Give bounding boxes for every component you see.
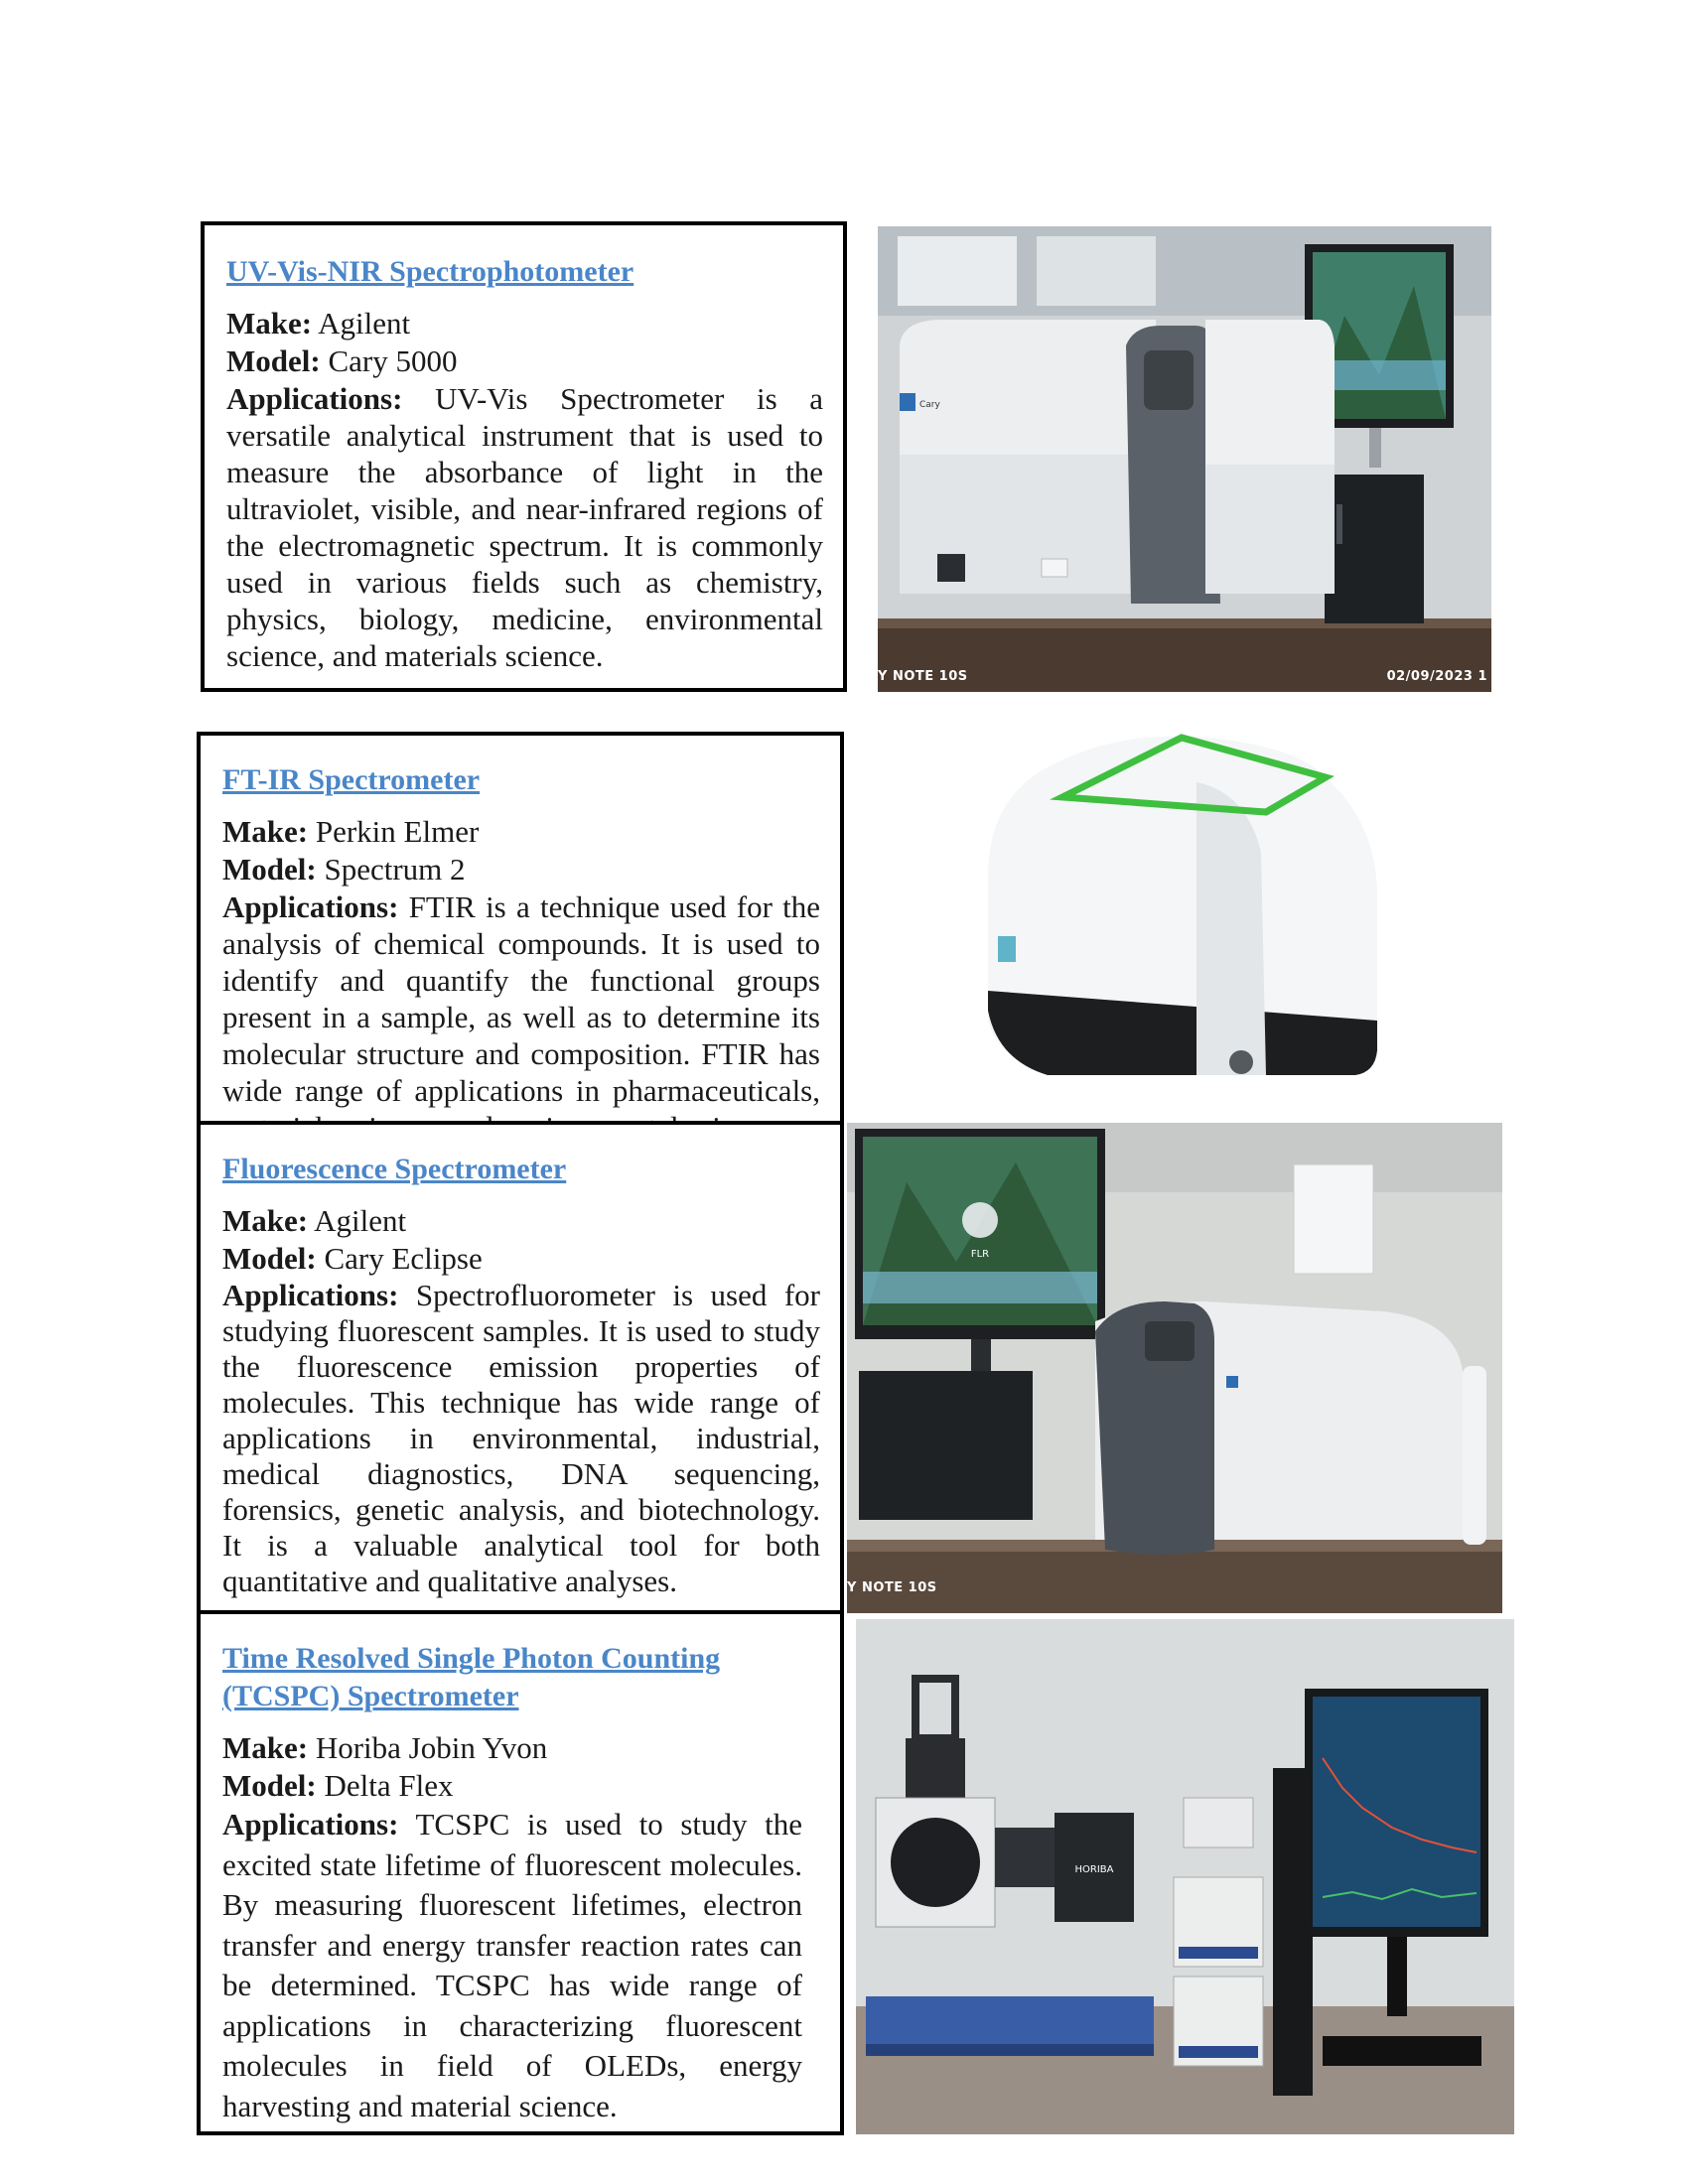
- instrument-title: Fluorescence Spectrometer: [222, 1153, 567, 1185]
- make-label: Make:: [222, 814, 309, 849]
- photo-stamp-right: 02/09/2023 1: [1386, 669, 1487, 684]
- model-label: Model:: [222, 852, 317, 887]
- applications-text: FTIR is a technique used for the analysis of chemical compounds. It is used to identify and quantify the functional groups present in a sample, as well as to determine its molecular structure and composition. FTIR has wide range of applications in pharmaceuticals,: [222, 889, 820, 1108]
- applications-label: Applications:: [222, 889, 399, 924]
- make-label: Make:: [222, 1203, 309, 1238]
- applications-label: Applications:: [226, 381, 403, 416]
- make-value: Perkin Elmer: [315, 814, 480, 849]
- applications-paragraph: [222, 1278, 820, 1599]
- model-row: [222, 1767, 802, 1805]
- applications-paragraph: [226, 380, 823, 674]
- model-label: Model:: [222, 1241, 317, 1276]
- model-value: Delta Flex: [324, 1768, 454, 1803]
- tcspc-illustration: [856, 1619, 1514, 2134]
- make-row: [222, 813, 820, 851]
- applications-paragraph: [222, 1805, 802, 2126]
- model-value: Spectrum 2: [324, 852, 466, 887]
- model-value: Cary Eclipse: [324, 1241, 483, 1276]
- fluorescence-photo: [847, 1123, 1502, 1613]
- instrument-card-tcspc: [197, 1610, 844, 2135]
- monitor-user-label: FLR: [970, 1249, 990, 1260]
- instrument-title: Time Resolved Single Photon Counting (TCSPC) Spectrometer: [222, 1642, 721, 1712]
- applications-paragraph: [222, 888, 820, 1146]
- applications-text: UV-Vis Spectrometer is a versatile analytical instrument that is used to measure the absorbance of light in the ultraviolet, visible, and near-infrared regions of the electromagnetic spectrum. It is commonly used in various fields such as chemistry, physics, biology, medicine, environmental science, and materials science.: [226, 381, 824, 673]
- model-row: [226, 342, 823, 380]
- make-row: [226, 305, 823, 342]
- make-value: Horiba Jobin Yvon: [315, 1730, 548, 1765]
- ft-ir-illustration: [968, 723, 1395, 1110]
- model-row: [222, 1240, 820, 1278]
- instrument-card-uv-vis-nir: [201, 221, 847, 692]
- model-label: Model:: [222, 1768, 317, 1803]
- fluorescence-illustration: [847, 1123, 1502, 1613]
- applications-text: Spectrofluorometer is used for studying fluorescent samples. It is used to study the fluorescence emission properties of molecules. This technique has wide range of applications in environmental, industrial, medical diagnostics, DNA sequencing, forensics, genetic analysis, and biotechnology. It is a valuable analytical tool for both quantitative and qualitative analyses.: [222, 1278, 821, 1598]
- uv-vis-nir-illustration: [878, 226, 1491, 692]
- model-value: Cary 5000: [328, 343, 458, 378]
- photo-stamp-left: Y NOTE 10S: [847, 1580, 937, 1595]
- instrument-card-fluorescence: [197, 1121, 844, 1615]
- make-value: Agilent: [314, 1203, 407, 1238]
- instrument-title: UV-Vis-NIR Spectrophotometer: [226, 255, 634, 288]
- instrument-title: FT-IR Spectrometer: [222, 763, 481, 796]
- make-value: Agilent: [318, 306, 411, 341]
- device-label: Cary: [919, 400, 940, 410]
- uv-vis-nir-photo: [878, 226, 1491, 692]
- model-label: Model:: [226, 343, 321, 378]
- make-row: [222, 1729, 802, 1767]
- applications-text: TCSPC is used to study the excited state lifetime of fluorescent molecules. By measuring fluorescent lifetimes, electron transfer and energy transfer reaction rates can be determined. TCSPC has wide range of applications in characterizing fluorescent molecules in field of OLEDs, energy harvesting and material science.: [222, 1807, 802, 2123]
- model-row: [222, 851, 820, 888]
- applications-label: Applications:: [222, 1278, 399, 1312]
- make-label: Make:: [226, 306, 313, 341]
- ft-ir-photo: [968, 723, 1395, 1110]
- tcspc-photo: [856, 1619, 1514, 2134]
- applications-label: Applications:: [222, 1807, 399, 1842]
- brand-label: HORIBA: [1074, 1864, 1114, 1875]
- make-row: [222, 1202, 820, 1240]
- photo-stamp-left: Y NOTE 10S: [878, 669, 968, 684]
- instrument-card-ft-ir: [197, 732, 844, 1125]
- make-label: Make:: [222, 1730, 309, 1765]
